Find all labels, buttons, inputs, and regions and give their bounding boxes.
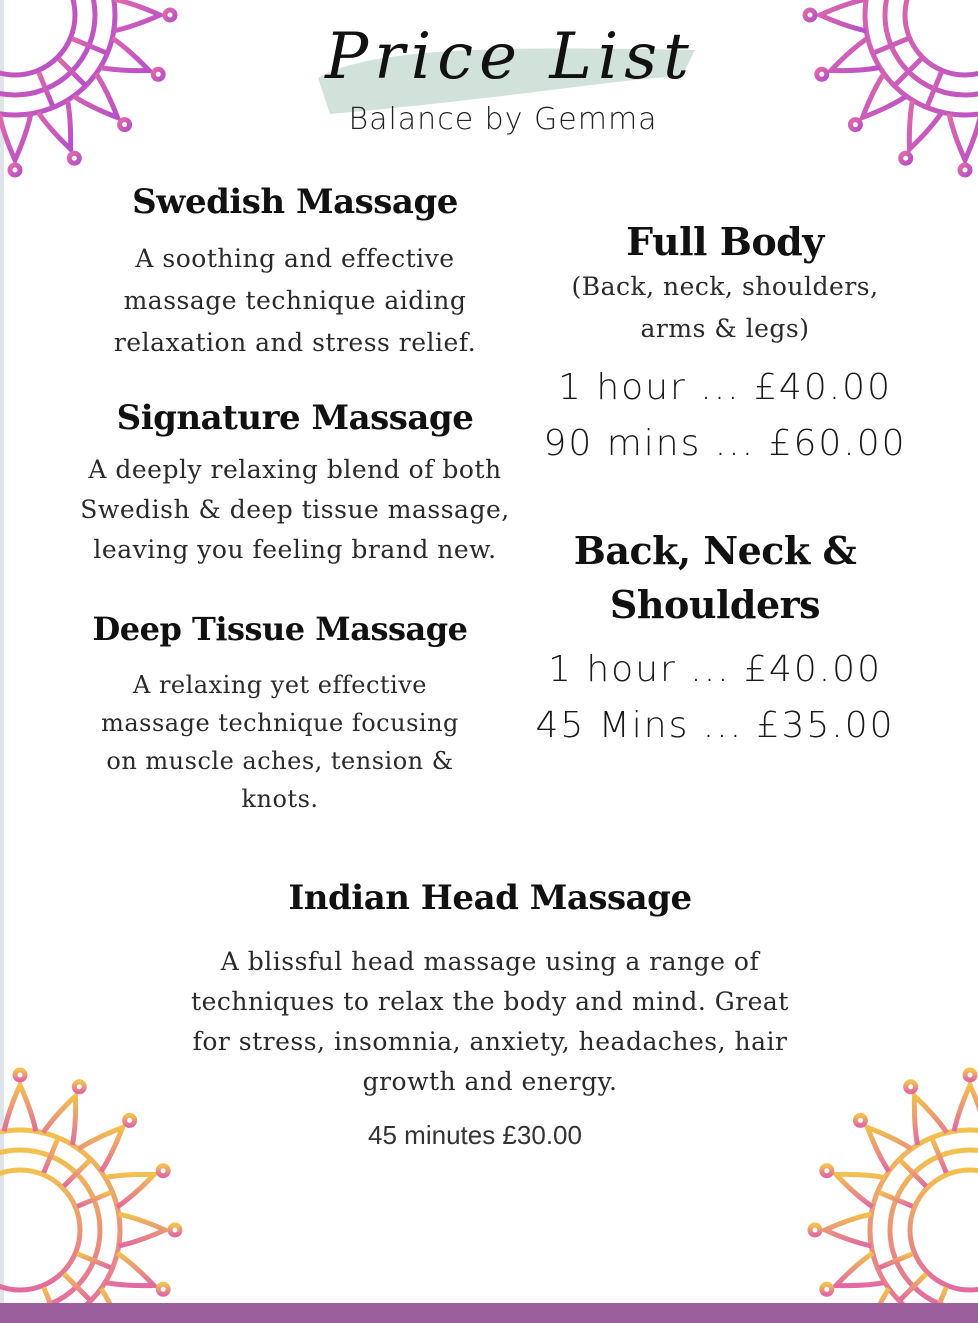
description-line: Swedish & deep tissue massage, [80, 495, 510, 524]
service-title: Swedish Massage [132, 182, 458, 222]
note-line: arms & legs) [640, 314, 810, 343]
description-line: A relaxing yet effective [132, 671, 427, 699]
price-option: 90 mins ... £60.00 [543, 423, 907, 464]
service-title: Indian Head Massage [288, 878, 692, 918]
mandala-bottom-right-icon [800, 1060, 978, 1323]
service-deep-tissue [90, 608, 470, 818]
title-line: Back, Neck & [573, 528, 857, 573]
service-title: Deep Tissue Massage [92, 610, 468, 648]
description-line: massage technique focusing [101, 709, 459, 737]
page-title: Price List [325, 20, 695, 94]
mandala-top-right-icon [800, 0, 978, 180]
service-description [170, 942, 810, 1102]
price-option: 45 Mins ... £35.00 [535, 705, 895, 746]
description-line: leaving you feeling brand new. [93, 535, 497, 564]
description-line: A soothing and effective [135, 244, 455, 273]
note-line: (Back, neck, shoulders, [571, 272, 879, 301]
pricing-title: Full Body [626, 219, 824, 264]
description-line: knots. [241, 785, 319, 813]
description-line: relaxation and stress relief. [113, 328, 477, 357]
pricing-note [540, 266, 910, 350]
pricing-title [530, 524, 900, 632]
service-swedish [90, 180, 500, 364]
bottom-bar [0, 1303, 978, 1323]
description-line: A deeply relaxing blend of both [88, 455, 502, 484]
pricing-full-body [540, 218, 910, 472]
mandala-bottom-left-icon [0, 1060, 190, 1323]
price-option: 1 hour ... £40.00 [558, 367, 892, 408]
service-title: Signature Massage [116, 398, 474, 438]
mandala-top-left-icon [0, 0, 180, 180]
service-signature [80, 396, 510, 570]
service-description [90, 238, 500, 364]
service-price: 45 minutes £30.00 [368, 1120, 582, 1150]
description-line: on muscle aches, tension & [106, 747, 454, 775]
title-line: Shoulders [609, 582, 821, 627]
description-line: massage technique aiding [123, 286, 467, 315]
pricing-back-neck-shoulders [530, 524, 900, 754]
brand-name: Balance by Gemma [348, 102, 658, 137]
price-option: 1 hour ... £40.00 [548, 649, 882, 690]
description-line: techniques to relax the body and mind. Great [191, 987, 789, 1016]
service-description [90, 666, 470, 818]
description-line: A blissful head massage using a range of [220, 947, 760, 976]
service-indian-head [170, 876, 810, 1151]
description-line: for stress, insomnia, anxiety, headaches, hair [192, 1027, 788, 1056]
service-description [80, 450, 510, 570]
description-line: growth and energy. [362, 1067, 618, 1096]
